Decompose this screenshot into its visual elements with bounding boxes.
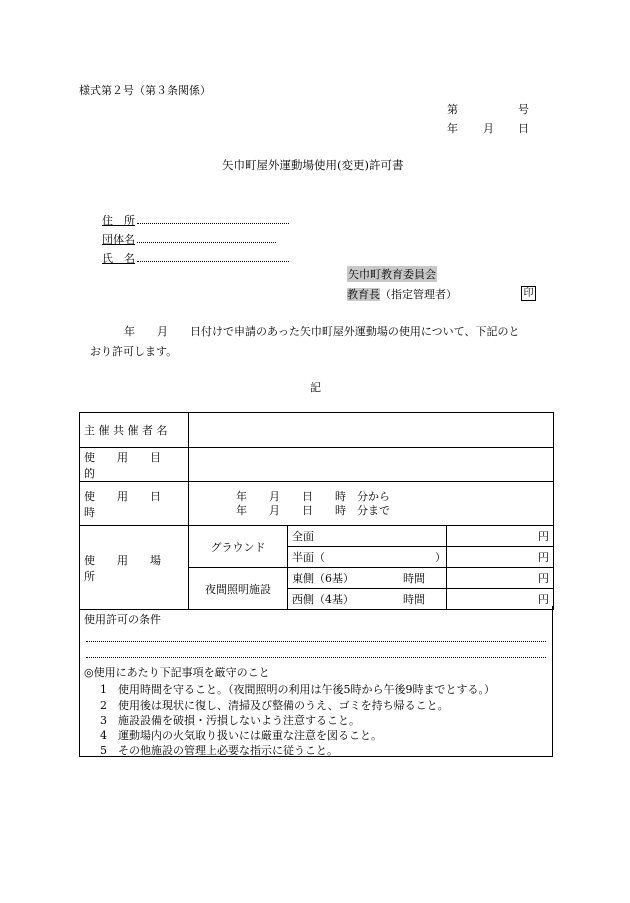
notice-item-1: 1 使用時間を守ること。（夜間照明の利用は午後5時から午後9時までとする。） [100, 683, 495, 696]
conditions-label: 使用許可の条件 [84, 613, 161, 626]
east-fee: 円 [447, 568, 554, 589]
purpose-label: 使 用 目 的 [80, 448, 189, 482]
issuer-committee: 矢巾町教育委員会 [348, 268, 436, 281]
conditions-dotted-line-1 [86, 641, 546, 642]
notice-header: ◎使用にあたり下記事項を厳守のこと [84, 666, 270, 679]
full-label: 全面 [288, 526, 447, 547]
east-cell [288, 568, 447, 589]
purpose-row [80, 448, 554, 482]
datetime-value[interactable] [189, 482, 554, 526]
issuer-designated: （指定管理者） [380, 288, 457, 301]
name-row [102, 250, 289, 266]
notice-item-4: 4 運動場内の火気取り扱いには厳重な注意を図ること。 [100, 729, 382, 742]
issuer-line [347, 286, 457, 302]
notice-item-2: 2 使用後は現状に復し、清掃及び整備のうえ、ゴミを持ち帰ること。 [100, 699, 449, 712]
doc-number-dai: 第 [447, 103, 458, 116]
org-row [102, 231, 276, 247]
west-hours: 時間 [403, 593, 425, 606]
east-hours: 時間 [403, 572, 425, 585]
half-fee: 円 [447, 547, 554, 568]
west-label: 西側（4基） [292, 593, 354, 606]
form-number: 様式第２号（第３条関係） [79, 84, 211, 97]
conditions-dotted-line-2 [86, 657, 546, 658]
body-line-1: 年 月 日付けで申請のあった矢巾町屋外運動場の使用について、下記のと [124, 325, 520, 338]
date-year: 年 [447, 122, 458, 135]
address-dotted-line [137, 213, 289, 224]
half-label: 半面（ ） [288, 547, 447, 568]
name-label: 氏 名 [102, 252, 135, 265]
datetime-to: 年 月 日 時 分まで [236, 503, 390, 517]
datetime-from: 年 月 日 時 分から [236, 489, 390, 503]
issuer-superintendent: 教育長 [347, 288, 380, 301]
place-row-full [80, 526, 554, 547]
east-label: 東側（6基） [292, 572, 354, 585]
seal-icon: 印 [521, 286, 536, 301]
full-fee: 円 [447, 526, 554, 547]
notice-item-5: 5 その他施設の管理上必要な指示に従うこと。 [100, 744, 338, 757]
sponsor-row [80, 413, 554, 448]
ki-heading: 記 [310, 381, 321, 394]
seal-mark [521, 286, 536, 301]
doc-number-go: 号 [518, 103, 529, 116]
org-dotted-line [137, 232, 276, 243]
page-title: 矢巾町屋外運動場使用(変更)許可書 [222, 158, 404, 172]
ground-label: グラウンド [189, 526, 288, 568]
conditions-box [79, 606, 553, 757]
purpose-value[interactable] [189, 448, 554, 482]
address-row [102, 212, 289, 228]
datetime-label: 使 用 日 時 [80, 482, 189, 526]
address-label: 住 所 [102, 214, 135, 227]
sponsor-value[interactable] [189, 413, 554, 448]
datetime-row [80, 482, 554, 526]
place-label: 使 用 場 所 [80, 526, 189, 610]
date-month: 月 [483, 122, 494, 135]
permit-table [79, 412, 554, 610]
date-day: 日 [518, 122, 529, 135]
notice-item-3: 3 施設設備を破損・汚損しないよう注意すること。 [100, 714, 360, 727]
body-line-2: おり許可します。 [90, 345, 178, 358]
night-lighting-label: 夜間照明施設 [189, 568, 288, 610]
sponsor-label: 主 催 共 催 者 名 [80, 413, 189, 448]
west-fee: 円 [447, 589, 554, 610]
org-label: 団体名 [102, 233, 135, 246]
name-dotted-line [137, 251, 289, 262]
